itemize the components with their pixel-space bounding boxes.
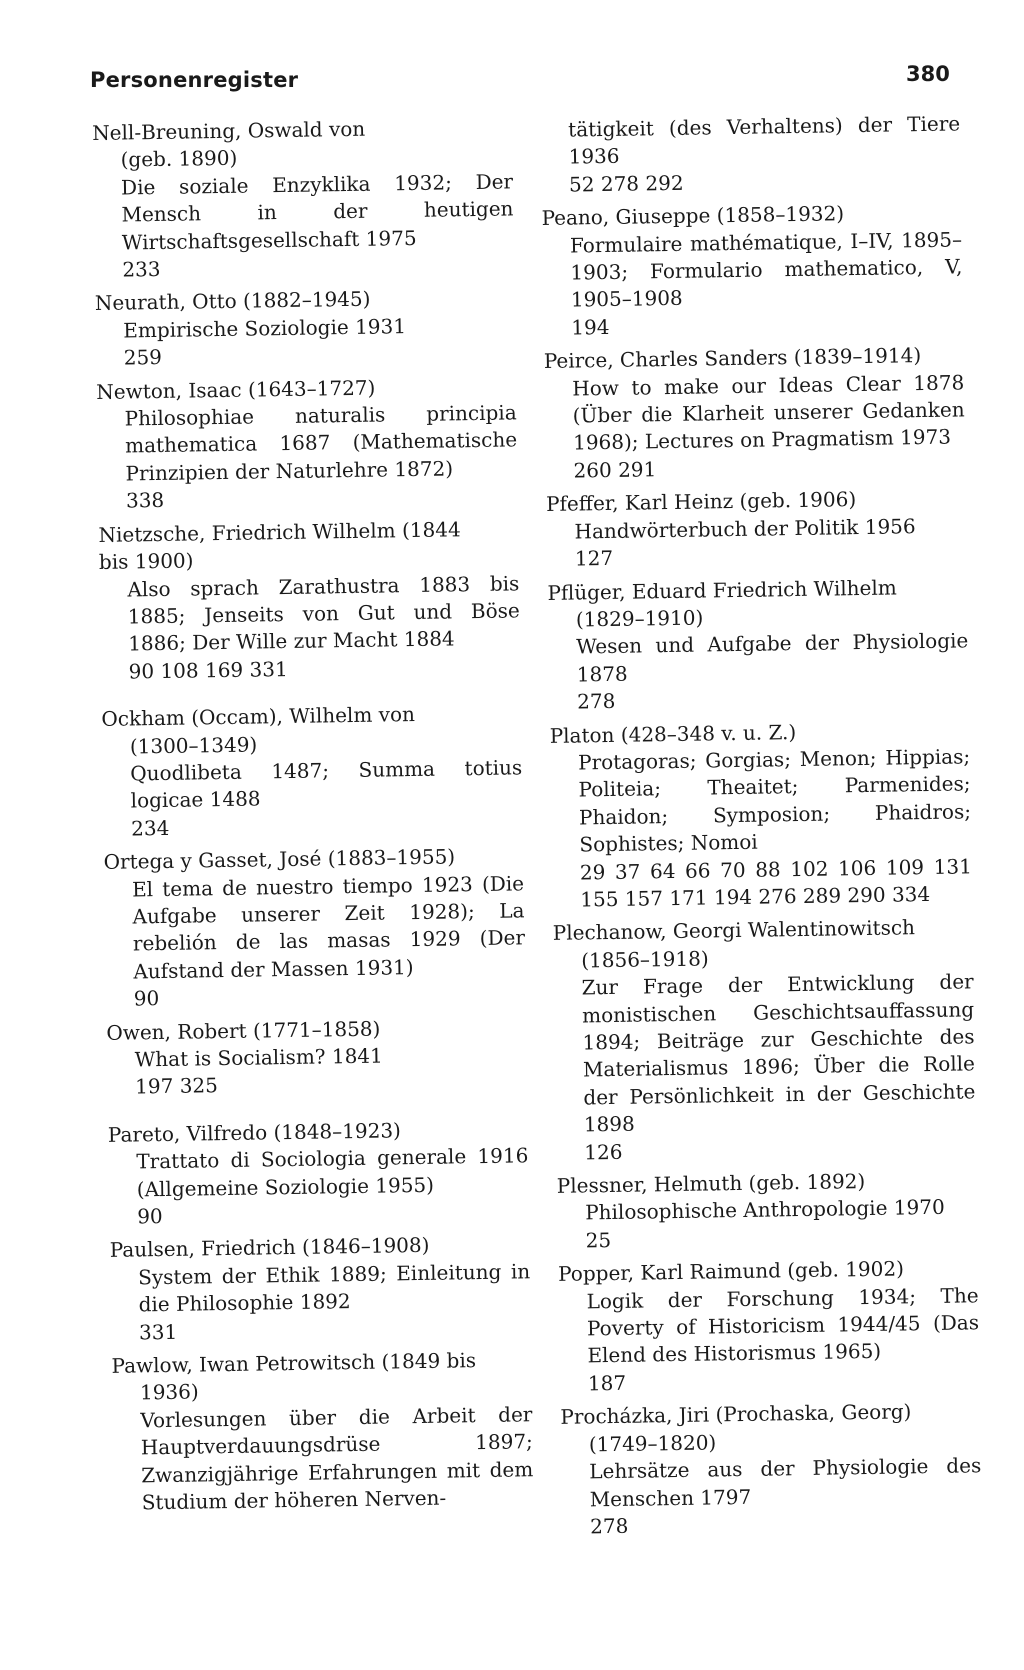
index-entry <box>541 199 963 343</box>
entry-works: What is Socialism? 1841 <box>134 1043 383 1072</box>
entry-name: Pfeffer, Karl Heinz (geb. 1906) <box>545 487 857 517</box>
entry-dates: (1829–1910) <box>575 605 704 632</box>
index-entry <box>106 1013 527 1102</box>
index-entry <box>553 914 977 1167</box>
entry-works: Also sprach Zarathustra 1883 bis 1885; Jenseits von Gut und Böse 1886; Der Wille zur Macht 1884 <box>127 570 520 656</box>
entry-pages: 194 <box>571 314 610 340</box>
index-entry <box>540 110 961 199</box>
entry-name: Plechanow, Georgi Walentinowitsch <box>552 915 916 946</box>
entry-name: Popper, Karl Raimund (geb. 1902) <box>557 1256 905 1287</box>
entry-dates: 1936) <box>139 1379 199 1405</box>
entry-works: Empirische Soziologie 1931 <box>123 313 407 343</box>
index-entry <box>98 515 521 686</box>
index-entry <box>558 1255 980 1399</box>
page-number: 380 <box>906 62 950 86</box>
entry-works: Lehrsätze aus der Physiologie des Menschen 1797 <box>589 1453 982 1511</box>
index-entry <box>544 342 966 486</box>
index-column-left <box>92 113 534 1523</box>
entry-name: Procházka, Jiri (Prochaska, Georg) <box>560 1399 912 1430</box>
entry-works: Vorlesungen über die Arbeit der Hauptverdauungsdrüse 1897; Zwanzigjährige Erfahrungen mit dem Studium der höheren Nerven- <box>140 1402 534 1515</box>
index-entry <box>95 284 516 373</box>
entry-name: Ockham (Occam), Wilhelm von <box>101 702 416 732</box>
entry-name: Neurath, Otto (1882–1945) <box>94 287 371 316</box>
index-entry <box>103 842 526 1013</box>
index-entry <box>96 372 518 516</box>
entry-works: Handwörterbuch der Politik 1956 <box>574 513 916 544</box>
entry-works: Philosophische Anthropologie 1970 <box>585 1195 945 1225</box>
entry-pages: 259 <box>123 345 163 370</box>
entry-pages: 90 108 169 331 <box>128 656 288 684</box>
entry-pages: 25 <box>585 1227 612 1253</box>
entry-pages: 29 37 64 66 70 88 102 106 109 131 155 157 171 194 276 289 290 334 <box>579 853 973 912</box>
entry-name: Newton, Isaac (1643–1727) <box>96 375 376 404</box>
index-entry <box>110 1231 532 1347</box>
index-entry <box>101 699 523 843</box>
entry-pages: 127 <box>574 546 614 571</box>
entry-name: Pflüger, Eduard Friedrich Wilhelm <box>547 574 897 605</box>
entry-pages: 187 <box>587 1370 627 1396</box>
entry-pages: 90 <box>133 986 160 1011</box>
page-title: Personenregister <box>90 68 299 92</box>
entry-works: Trattato di Sociologia generale 1916 (Allgemeine Soziologie 1955) <box>136 1143 529 1202</box>
entry-dates: bis 1900) <box>98 548 194 575</box>
entry-name: Pareto, Vilfredo (1848–1923) <box>107 1118 402 1147</box>
index-entry <box>547 573 969 717</box>
entry-works: Philosophiae naturalis principia mathematica 1687 (Mathematische Prinzipien der Naturlehre 1872) <box>124 400 518 486</box>
entry-name: Peano, Giuseppe (1858–1932) <box>541 201 845 231</box>
entry-pages: 197 325 <box>135 1073 219 1099</box>
entry-pages: 278 <box>589 1513 629 1539</box>
entry-works: Protagoras; Gorgias; Menon; Hippias; Politeia; Theaitet; Parmenides; Phaidon; Symposion; Phaidros; Sophistes; Nomoi <box>577 744 972 857</box>
entry-works: Die soziale Enzyklika 1932; Der Mensch in der heutigen Wirtschaftsgesellschaft 1975 <box>120 169 514 255</box>
entry-dates: (geb. 1890) <box>120 146 238 172</box>
entry-works: Logik der Forschung 1934; The Poverty of Historicism 1944/45 (Das Elend des Historismus 1965) <box>586 1282 980 1368</box>
entry-pages: 278 <box>576 689 616 714</box>
index-entry <box>111 1346 534 1517</box>
entry-name: Paulsen, Friedrich (1846–1908) <box>109 1233 430 1263</box>
entry-pages: 233 <box>122 256 161 282</box>
entry-name: Nietzsche, Friedrich Wilhelm (1844 <box>98 516 461 547</box>
entry-name: Ortega y Gasset, José (1883–1955) <box>103 844 456 875</box>
entry-name: Owen, Robert (1771–1858) <box>106 1016 381 1045</box>
entry-works: Formulaire mathématique, I–IV, 1895–1903; Formulario mathematico, V, 1905–1908 <box>569 227 963 312</box>
entry-pages: 52 278 292 <box>568 170 684 197</box>
entry-name: Nell-Breuning, Oswald von <box>92 116 366 145</box>
entry-pages: 234 <box>130 815 170 841</box>
entry-works: Quodlibeta 1487; Summa totius logicae 1488 <box>130 755 523 813</box>
index-entry <box>560 1398 982 1542</box>
entry-works: El tema de nuestro tiempo 1923 (Die Aufgabe unserer Zeit 1928); La rebelión de las masas 1929 (Der Aufstand der Massen 1931) <box>131 870 526 984</box>
index-entry <box>557 1166 978 1255</box>
entry-works: Wesen und Aufgabe der Physiologie 1878 <box>576 628 969 687</box>
index-entry <box>108 1115 530 1231</box>
entry-pages: 260 291 <box>573 457 657 483</box>
index-entry <box>546 485 967 574</box>
index-column-right <box>540 110 982 1547</box>
entry-pages: 338 <box>125 488 165 513</box>
entry-works: How to make our Ideas Clear 1878 (Über die Klarheit unserer Gedanken 1968); Lectures on Pragmatism 1973 <box>572 370 965 455</box>
entry-dates: (1749–1820) <box>588 1430 717 1457</box>
entry-continuation: tätigkeit (des Verhaltens) der Tiere 1936 <box>568 111 961 169</box>
entry-name: Plessner, Helmuth (geb. 1892) <box>556 1169 866 1198</box>
entry-pages: 126 <box>584 1139 623 1165</box>
entry-dates: (1300–1349) <box>129 732 258 759</box>
index-entry <box>550 716 973 914</box>
entry-pages: 331 <box>138 1319 178 1345</box>
entry-dates: (1856–1918) <box>581 946 709 973</box>
entry-works: Zur Frage der Entwicklung der monistischen Geschichtsauffassung 1894; Beiträge zur Geschichte des Materialismus 1896; Über die Rolle der Persönlichkeit in der Geschichte 1898 <box>581 969 976 1137</box>
index-entry <box>92 113 515 284</box>
entry-works: System der Ethik 1889; Einleitung in die Philosophie 1892 <box>137 1259 531 1317</box>
entry-pages: 90 <box>137 1204 163 1229</box>
entry-name: Peirce, Charles Sanders (1839–1914) <box>543 343 922 374</box>
entry-name: Platon (428–348 v. u. Z.) <box>549 719 797 748</box>
entry-name: Pawlow, Iwan Petrowitsch (1849 bis <box>111 1348 477 1378</box>
